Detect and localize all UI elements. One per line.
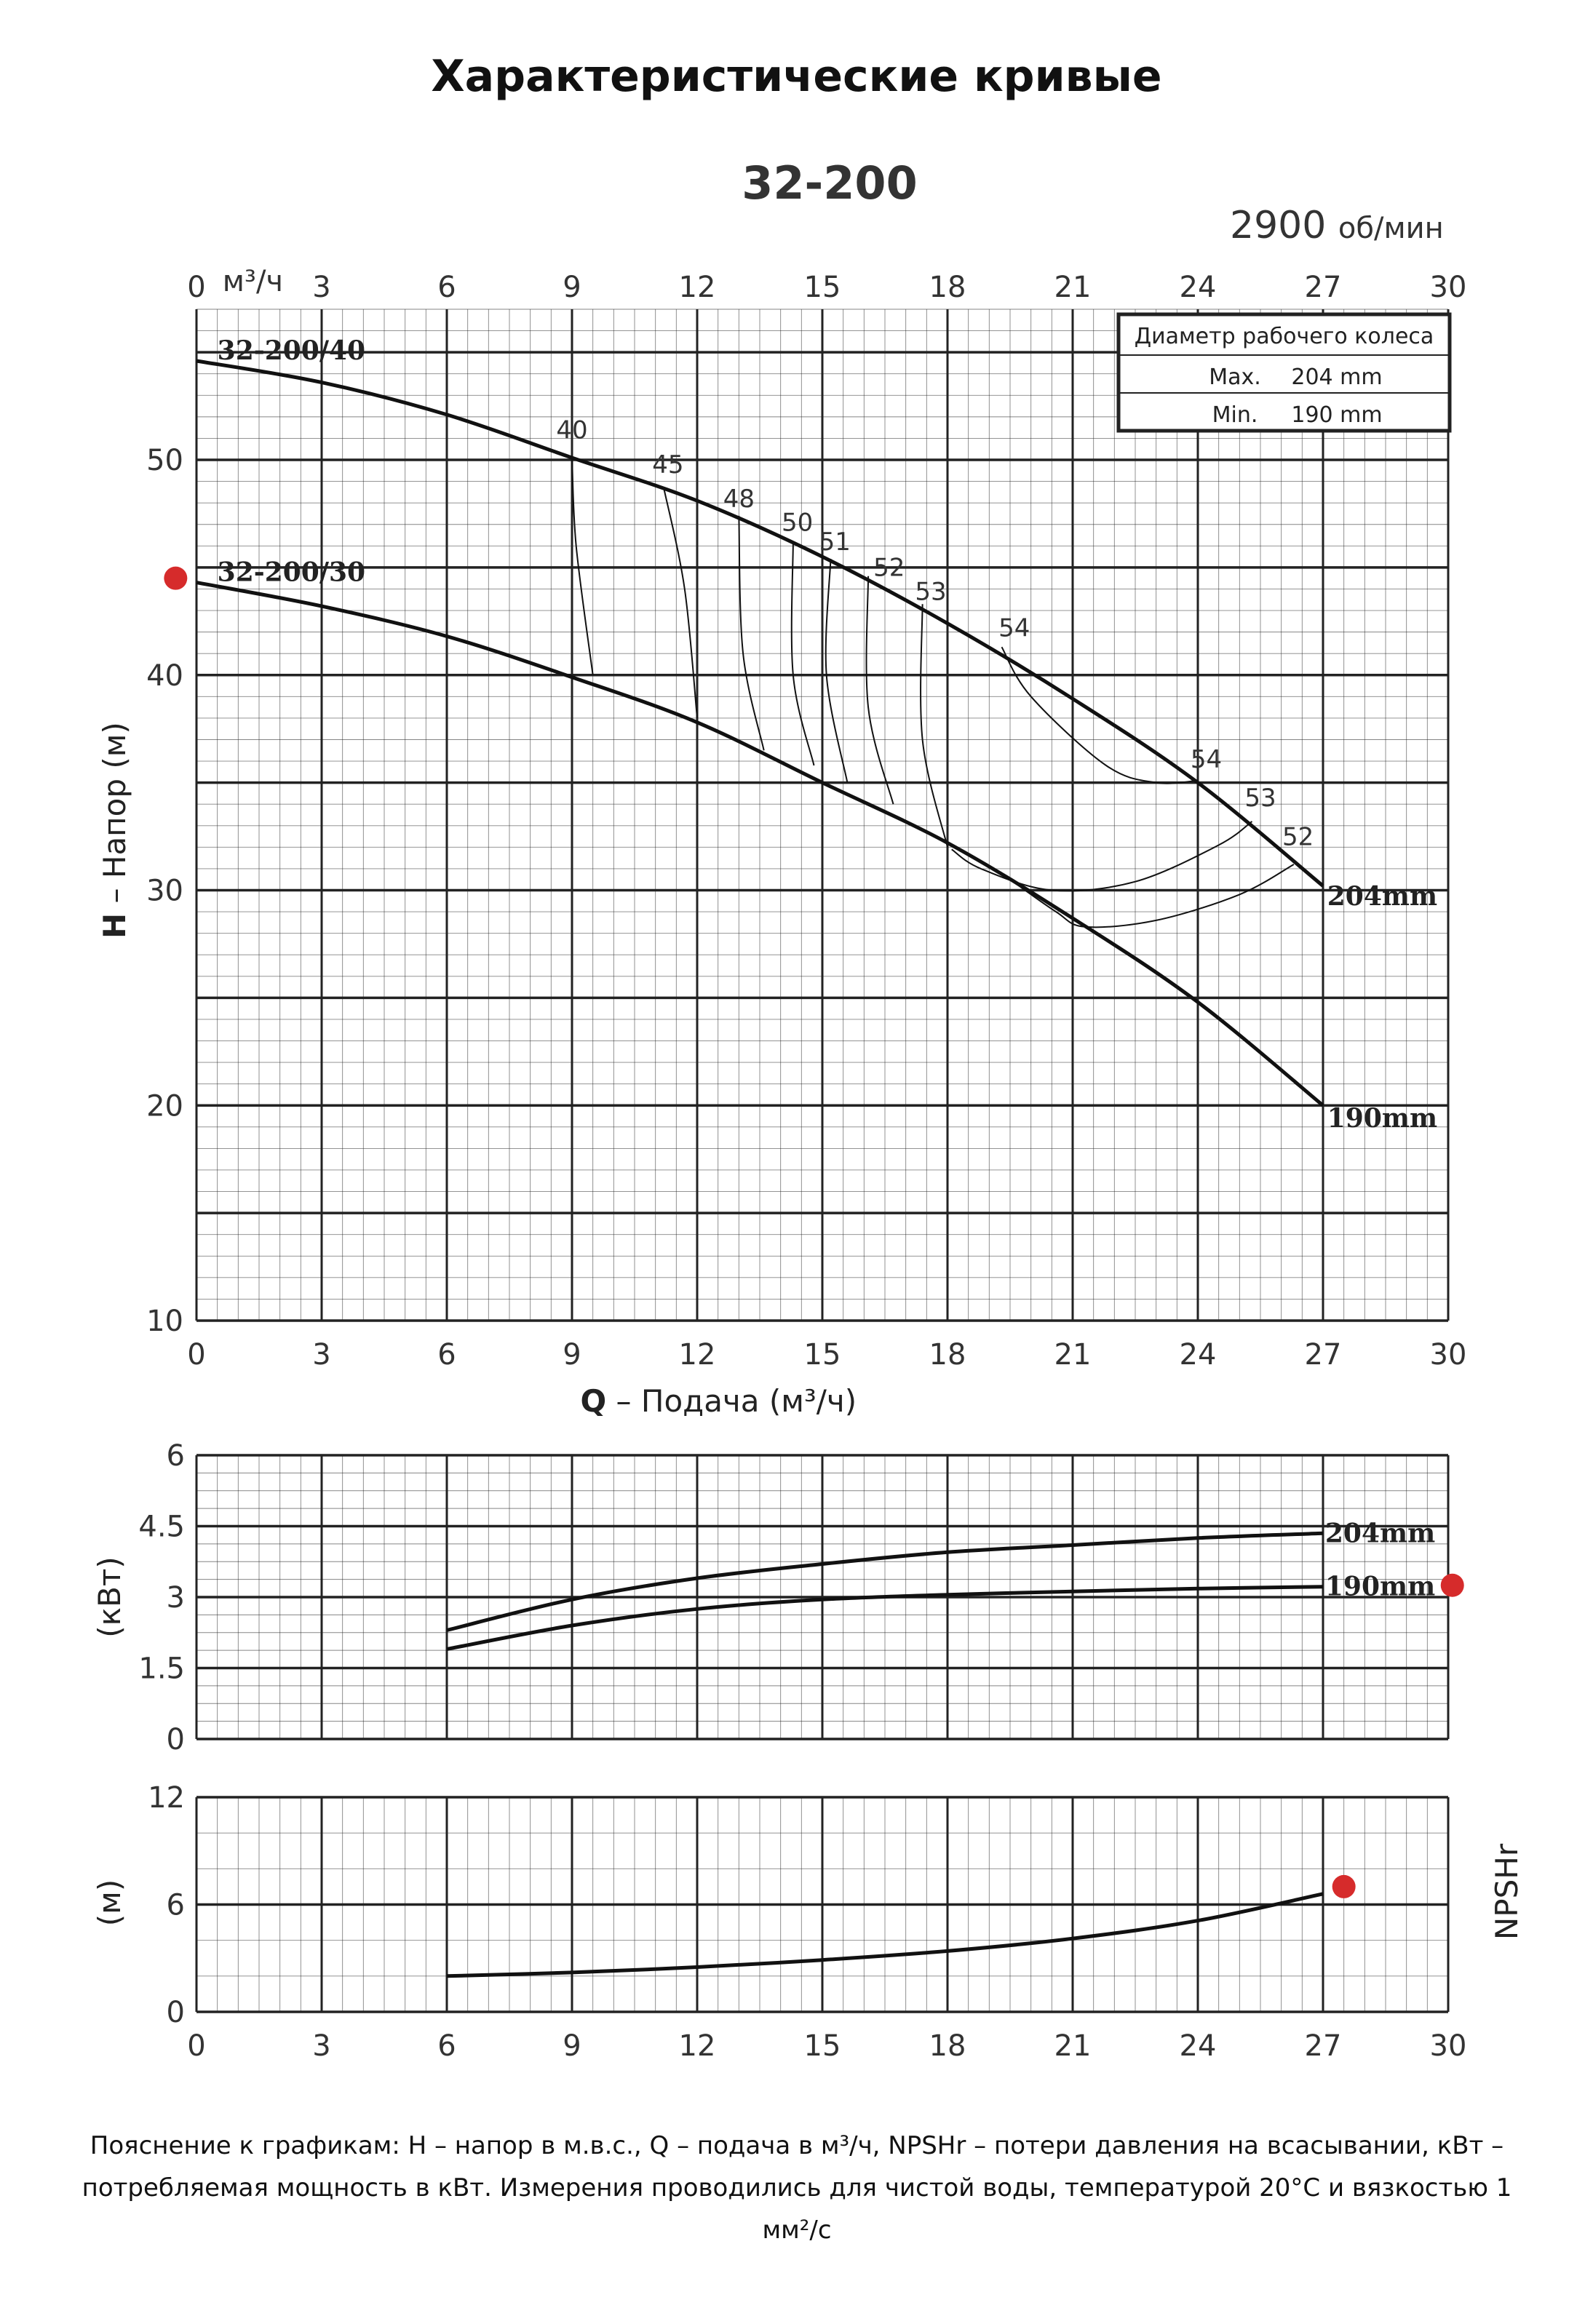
x-tick-label: 18: [929, 2029, 966, 2063]
y-tick-label: 6: [166, 1888, 185, 1922]
model-label: 32-200/30: [217, 557, 366, 588]
y-tick-label: 50: [146, 444, 183, 478]
efficiency-curve: [1010, 864, 1294, 927]
x-top-tick-label: 21: [1054, 271, 1092, 304]
y-tick-label: 40: [146, 658, 183, 693]
pump-model-title: 32-200: [742, 156, 918, 210]
x-tick-label: 0: [187, 1338, 206, 1372]
efficiency-curve: [664, 488, 697, 718]
x-top-tick-label: 30: [1429, 271, 1467, 304]
curve-end-label: 190mm: [1324, 1571, 1436, 1602]
efficiency-label: 53: [915, 577, 947, 607]
x-tick-label: 3: [312, 1338, 331, 1372]
npsh-chart: [92, 1781, 1525, 2063]
x-top-tick-label: 3: [312, 271, 331, 304]
x-top-tick-label: 0: [187, 271, 206, 304]
x-top-tick-label: 18: [929, 271, 966, 304]
x-tick-label: 30: [1429, 1338, 1467, 1372]
y-axis-title: [97, 722, 132, 939]
curve-end-label: 204mm: [1324, 1518, 1436, 1549]
x-tick-label: 24: [1179, 1338, 1217, 1372]
x-tick-label: 30: [1429, 2029, 1467, 2063]
x-tick-label: 6: [437, 2029, 456, 2063]
y-tick-label: 10: [146, 1305, 183, 1338]
efficiency-label: 48: [723, 485, 755, 514]
curve-end-label: 190mm: [1327, 1102, 1438, 1134]
efficiency-label: 54: [998, 613, 1030, 643]
npsh-marker: [1332, 1875, 1356, 1898]
x-top-tick-label: 24: [1179, 271, 1217, 304]
x-tick-label: 27: [1304, 2029, 1342, 2063]
speed-unit: об/мин: [1338, 212, 1444, 245]
x-top-unit-label: м³/ч: [222, 265, 284, 298]
efficiency-curve: [826, 559, 848, 783]
power-chart: [92, 1439, 1464, 1756]
y-tick-label: 6: [166, 1439, 185, 1473]
x-tick-label: 12: [678, 2029, 716, 2063]
efficiency-curve: [921, 604, 948, 847]
x-top-tick-label: 15: [803, 271, 841, 304]
x-tick-label: 9: [563, 1338, 581, 1372]
legend-row-label: Max.: [1209, 365, 1261, 390]
legend-row-label: Min.: [1212, 402, 1258, 428]
y-tick-label: 0: [166, 1996, 185, 2029]
head-chart: [97, 265, 1466, 1419]
efficiency-label: 52: [873, 553, 905, 583]
efficiency-label: 52: [1282, 822, 1314, 852]
y-axis-title-symbol: H: [97, 912, 132, 939]
x-tick-label: 24: [1179, 2029, 1217, 2063]
efficiency-label: 53: [1244, 784, 1276, 813]
y-tick-label: 0: [166, 1723, 185, 1756]
impeller-legend: [1119, 314, 1450, 431]
x-tick-label: 3: [312, 2029, 331, 2063]
x-tick-label: 12: [678, 1338, 716, 1372]
curve-end-label: 204mm: [1327, 881, 1438, 912]
efficiency-curve: [739, 516, 763, 750]
page-title: Характеристические кривые: [431, 51, 1162, 102]
x-axis-title: [580, 1383, 857, 1419]
model-label: 32-200/40: [217, 335, 366, 366]
efficiency-curve: [952, 821, 1252, 891]
x-top-tick-label: 9: [563, 271, 581, 304]
x-tick-label: 21: [1054, 2029, 1092, 2063]
x-axis-title-symbol: Q: [580, 1383, 607, 1419]
x-top-tick-label: 12: [678, 271, 716, 304]
x-tick-label: 15: [803, 2029, 841, 2063]
legend-row-value: 190 mm: [1291, 402, 1383, 428]
speed-value: 2900: [1230, 204, 1327, 247]
x-top-tick-label: 6: [437, 271, 456, 304]
x-tick-label: 18: [929, 1338, 966, 1372]
y-tick-label: 12: [148, 1781, 185, 1815]
y-tick-label: 20: [146, 1089, 183, 1123]
efficiency-label: 45: [652, 450, 684, 479]
y-axis-title: (кВт): [92, 1556, 127, 1638]
efficiency-label: 54: [1190, 744, 1223, 774]
x-tick-label: 15: [803, 1338, 841, 1372]
y-tick-label: 3: [166, 1581, 185, 1615]
operating-point-marker: [164, 567, 187, 590]
x-top-tick-label: 27: [1304, 271, 1342, 304]
y-tick-label: 30: [146, 874, 183, 908]
npshr-side-label: NPSHr: [1489, 1843, 1525, 1941]
y-axis-title: (м): [92, 1879, 127, 1927]
power-marker: [1441, 1574, 1464, 1597]
efficiency-label: 40: [556, 415, 588, 445]
y-tick-label: 1.5: [138, 1652, 185, 1686]
x-tick-label: 9: [563, 2029, 581, 2063]
legend-row-value: 204 mm: [1291, 365, 1383, 390]
efficiency-label: 51: [819, 528, 851, 557]
x-axis-title-text: – Подача (м³/ч): [606, 1383, 857, 1419]
efficiency-label: 50: [781, 508, 814, 538]
legend-title: Диаметр рабочего колеса: [1134, 324, 1434, 349]
x-tick-label: 27: [1304, 1338, 1342, 1372]
y-tick-label: 4.5: [138, 1510, 185, 1544]
x-tick-label: 0: [187, 2029, 206, 2063]
footer-note: Пояснение к графикам: H – напор в м.в.с., Q – подача в м³/ч, NPSHr – потери давления на всасывании, кВт – потребляемая мощность в кВт. Измерения проводились для чистой воды, температурой 20°C и вязкостью 1 мм²/с: [82, 2131, 1512, 2245]
x-tick-label: 21: [1054, 1338, 1092, 1372]
x-tick-label: 6: [437, 1338, 456, 1372]
y-axis-title-text: – Напор (м): [97, 722, 132, 913]
